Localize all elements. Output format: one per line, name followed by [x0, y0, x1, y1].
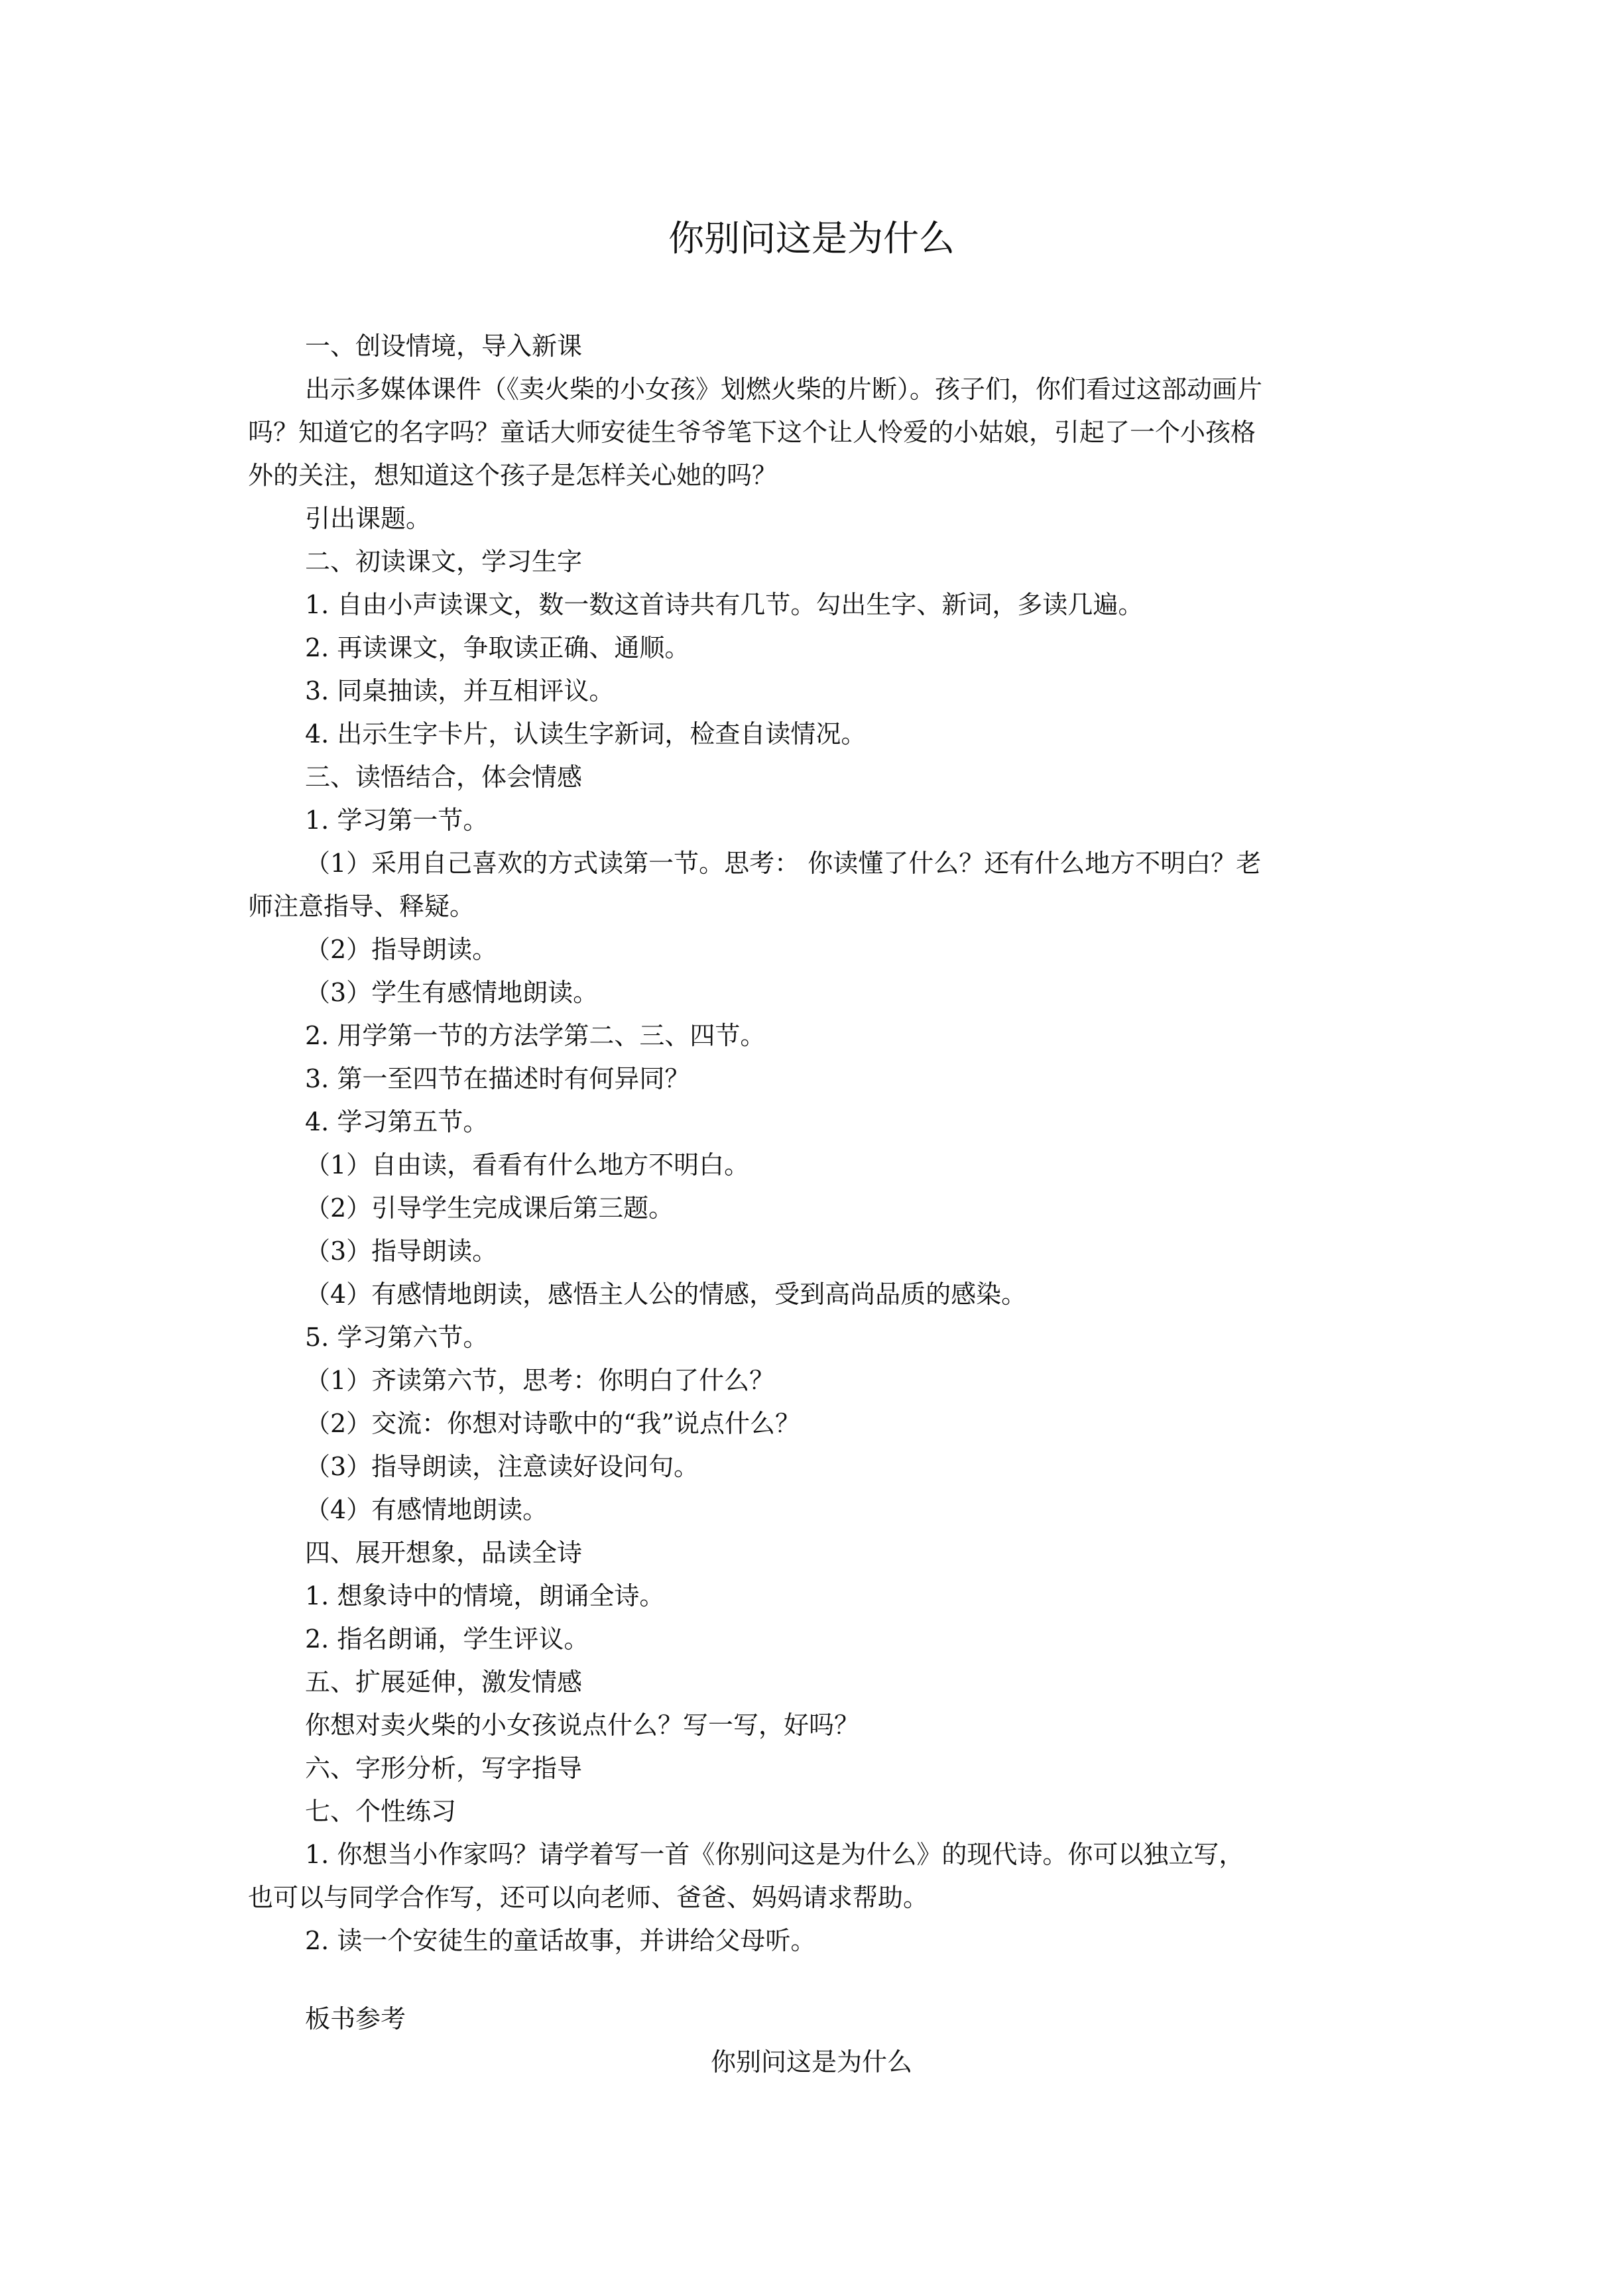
document-title: 你别问这是为什么: [668, 217, 955, 259]
list-item: （2）引导学生完成课后第三题。: [305, 1193, 674, 1223]
list-item: 4. 出示生字卡片，认读生字新词，检查自读情况。: [305, 719, 867, 749]
list-item: 2. 指名朗诵，学生评议。: [305, 1624, 589, 1654]
list-item: （1）自由读，看看有什么地方不明白。: [305, 1150, 750, 1179]
list-item: （2）交流：你想对诗歌中的“我”说点什么？: [305, 1409, 801, 1438]
list-item: （4）有感情地朗读。: [305, 1495, 548, 1524]
section-heading-3: 三、读悟结合，体会情感: [305, 762, 583, 792]
list-item: （3）学生有感情地朗读。: [305, 978, 599, 1007]
section-heading-7: 七、个性练习: [305, 1797, 457, 1826]
list-item: 1. 自由小声读课文，数一数这首诗共有几节。勾出生字、新词，多读几遍。: [305, 590, 1144, 619]
section-heading-4: 四、展开想象，品读全诗: [305, 1538, 583, 1567]
list-item: （4）有感情地朗读，感悟主人公的情感，受到高尚品质的感染。: [305, 1280, 1027, 1309]
list-item: （2）指导朗读。: [305, 935, 498, 964]
list-item: （1）采用自己喜欢的方式读第一节。思考： 你读懂了什么？还有什么地方不明白？老: [305, 849, 1262, 878]
paragraph-line: 吗？知道它的名字吗？童话大师安徒生爷爷笔下这个让人怜爱的小姑娘，引起了一个小孩格: [248, 418, 1256, 447]
list-item: 4. 学习第五节。: [305, 1107, 489, 1136]
list-item: 2. 用学第一节的方法学第二、三、四节。: [305, 1021, 766, 1050]
list-item: 3. 第一至四节在描述时有何异同？: [305, 1064, 690, 1093]
list-item: 也可以与同学合作写，还可以向老师、爸爸、妈妈请求帮助。: [248, 1883, 929, 1912]
paragraph-line: 引出课题。: [305, 504, 432, 533]
paragraph-line: 外的关注，想知道这个孩子是怎样关心她的吗？: [248, 461, 778, 490]
list-item: 5. 学习第六节。: [305, 1323, 489, 1352]
list-item: （1）齐读第六节，思考：你明白了什么？: [305, 1366, 775, 1395]
list-item: 2. 再读课文，争取读正确、通顺。: [305, 633, 690, 662]
section-heading-1: 一、创设情境，导入新课: [305, 332, 583, 361]
board-title: 你别问这是为什么: [710, 2047, 912, 2077]
list-item: （3）指导朗读。: [305, 1237, 498, 1266]
list-item: （3）指导朗读，注意读好设问句。: [305, 1452, 699, 1481]
list-item: 师注意指导、释疑。: [248, 892, 475, 921]
section-heading-2: 二、初读课文，学习生字: [305, 547, 583, 576]
paragraph-line: 你想对卖火柴的小女孩说点什么？写一写，好吗？: [305, 1711, 860, 1740]
list-item: 1. 想象诗中的情境，朗诵全诗。: [305, 1581, 665, 1610]
paragraph-line: 出示多媒体课件（《卖火柴的小女孩》划燃火柴的片断）。孩子们，你们看过这部动画片: [305, 375, 1263, 404]
board-heading: 板书参考: [305, 2004, 406, 2033]
list-item: 3. 同桌抽读，并互相评议。: [305, 676, 615, 705]
list-item: 1. 你想当小作家吗？请学着写一首《你别问这是为什么》的现代诗。你可以独立写，: [305, 1840, 1244, 1869]
section-heading-6: 六、字形分析，写字指导: [305, 1754, 583, 1783]
list-item: 1. 学习第一节。: [305, 806, 489, 835]
list-item: 2. 读一个安徒生的童话故事，并讲给父母听。: [305, 1926, 816, 1955]
section-heading-5: 五、扩展延伸，激发情感: [305, 1667, 583, 1697]
